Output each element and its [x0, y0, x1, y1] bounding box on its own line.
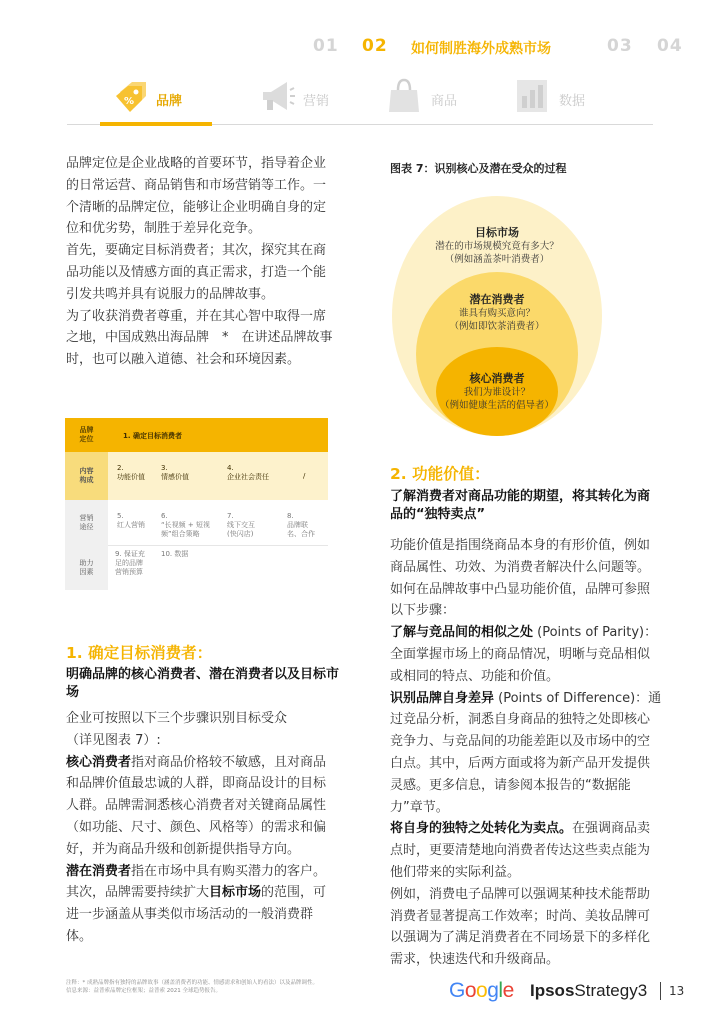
label-core-consumer — [397, 372, 597, 412]
body-line — [390, 688, 680, 710]
body-line: 灵感。更多信息，请参阅本报告的“数据能 — [390, 777, 631, 793]
label-potential-consumer — [397, 293, 597, 333]
svg-text:%: % — [124, 96, 135, 107]
body-line — [66, 752, 351, 774]
label-line: 谁具有购买意向？ — [458, 308, 535, 319]
body-line: 点时，更要清楚地向消费者传达这些卖点能为 — [390, 843, 651, 859]
google-logo: Google — [449, 979, 514, 1002]
body-line: 例如，消费电子品牌可以强调某种技术能帮助 — [390, 886, 651, 902]
strategy3-wordmark: Strategy3 — [574, 981, 648, 1000]
term-core-consumer: 核心消费者 — [66, 754, 132, 770]
section-nav — [0, 36, 710, 60]
body-line: 以下步骤： — [390, 603, 456, 619]
footnote — [66, 979, 318, 995]
table-cell: 1. 确定目标消费者 — [123, 432, 182, 440]
term-selling-points: 将自身的独特之处转化为卖点。 — [390, 821, 573, 837]
data-chart-icon — [513, 76, 553, 116]
body-line: 商品属性、功效、为消费者解决什么问题等。 — [390, 559, 651, 575]
label-line: 潜在的市场规模究竟有多大？ — [435, 241, 559, 252]
body-line: 企业可按照以下三个步骤识别目标受众 — [66, 711, 288, 726]
table-row-header: 营销 途径 — [65, 500, 108, 546]
page-number-divider — [660, 982, 661, 1000]
intro-line: 位和优劣势，制胜于差异化竞争。 — [66, 221, 262, 237]
table-cell: 8. 品牌联 名、合作 — [287, 512, 315, 538]
body-line: 过竞品分析，洞悉自身商品的独特之处即核心 — [390, 712, 651, 728]
body-line-rest: (Points of Parity)： — [533, 625, 658, 641]
section-number-04[interactable]: 04 — [657, 36, 683, 56]
footnote-line: 注释：* 成熟品牌指有独特的品牌故事（涵盖消费者的功能、情感需求和创始人的看法）以及品牌调性。 — [66, 980, 319, 986]
body-line — [66, 882, 351, 904]
body-line: 全面掌握市场上的商品情况，明晰与竞品相似 — [390, 646, 651, 662]
intro-line: 首先，要确定目标消费者；其次，探究其在商 — [66, 243, 327, 259]
body-line: 他们带来的实际利益。 — [390, 864, 521, 880]
table-cell: 4. 企业社会责任 — [227, 464, 269, 481]
body-line: （如功能、尺寸、颜色、风格等）的需求和偏 — [66, 819, 327, 835]
ipsos-wordmark: Ipsos — [530, 981, 575, 1000]
label-line: （例如健康生活的倡导者） — [439, 400, 554, 411]
section2-body — [390, 535, 680, 971]
section-number-02[interactable]: 02 — [362, 36, 388, 56]
section-number-03[interactable]: 03 — [607, 36, 633, 56]
tab-brand-label: 品牌 — [156, 94, 183, 109]
table-row-header: 品牌 定位 — [65, 418, 108, 452]
table-cell: 5. 红人营销 — [117, 512, 145, 529]
intro-paragraph — [66, 153, 346, 371]
table-cell: 9. 保证充 足的品牌 营销预算 — [115, 550, 145, 576]
section-title: 如何制胜海外成熟市场 — [411, 41, 551, 57]
body-line: 白点。其中，后两方面或将为新产品开发提供 — [390, 755, 651, 771]
body-line: 力”章节。 — [390, 799, 449, 815]
term-potential-consumer: 潜在消费者 — [66, 863, 132, 879]
topic-tabs — [0, 76, 710, 126]
section1-heading: 1. 确定目标消费者： — [66, 644, 213, 662]
section2-heading: 2. 功能价值： — [390, 465, 490, 483]
section1-subheading: 明确品牌的核心消费者、潜在消费者以及目标市场 — [66, 667, 340, 700]
body-line-start: 其次，品牌需要持续扩大 — [66, 885, 210, 901]
active-tab-indicator — [100, 122, 212, 126]
body-line — [66, 861, 351, 883]
table-row-header: 内容 构成 — [65, 452, 108, 500]
body-line-rest: 的范围，可 — [261, 885, 327, 901]
intro-line: 品功能以及情感方面的真正需求，打造一个能 — [66, 264, 327, 280]
body-line: 进一步涵盖从事类似市场活动的一般消费群 — [66, 907, 314, 923]
table-cell: / — [303, 472, 306, 480]
body-line-rest: 在强调商品卖 — [572, 821, 651, 837]
label-target-market — [397, 226, 597, 266]
body-line-rest: 指在市场中具有购买潜力的客户。 — [131, 863, 327, 879]
body-line — [390, 818, 680, 840]
footnote-line: 信息来源：益普索品牌定位框架；益普索 2021 全球趋势报告。 — [66, 988, 221, 994]
body-line-rest: (Points of Difference)：通 — [494, 690, 662, 706]
table-row-header: 助力 因素 — [65, 546, 108, 590]
body-line: 竞争力、与竞品间的功能差距以及市场中的空 — [390, 734, 651, 750]
body-line: 或相同的特点、功能和价值。 — [390, 668, 560, 684]
term-points-of-parity: 了解与竞品间的相似之处 — [390, 625, 534, 641]
tab-marketing-label: 营销 — [303, 94, 330, 109]
price-tag-icon — [112, 76, 152, 116]
intro-line: 时，也可以融入道德、社会和环境因素。 — [66, 352, 301, 368]
section1-body — [66, 708, 351, 948]
body-line: 以强调为了满足消费者在不同场景下的多样化 — [390, 930, 651, 946]
body-line: 人群。品牌需洞悉核心消费者对关键商品属性 — [66, 798, 327, 814]
body-line: 和品牌价值最忠诚的人群，即商品设计的目标 — [66, 776, 327, 792]
body-line: （详见图表 7）: — [66, 732, 161, 748]
figure-title: 图表 7：识别核心及潜在受众的过程 — [390, 162, 567, 175]
intro-line: 引发共鸣并具有说服力的品牌故事。 — [66, 286, 275, 302]
label-line: （例如涵盖茶叶消费者） — [444, 254, 550, 265]
table-cell: 6. “长视频 + 短视 频”组合策略 — [161, 512, 210, 538]
term-target-market: 目标市场 — [209, 885, 262, 901]
tab-data-label: 数据 — [559, 94, 586, 109]
intro-line: 之地，中国成熟出海品牌 * 在讲述品牌故事 — [66, 330, 333, 346]
tab-product-label: 商品 — [431, 94, 458, 109]
term-points-of-difference: 识别品牌自身差异 — [390, 690, 495, 706]
body-line: 功能价值是指围绕商品本身的有形价值，例如 — [390, 538, 651, 553]
label-title: 核心消费者 — [469, 372, 525, 385]
body-line-rest: 指对商品价格较不敏感，且对商品 — [131, 754, 327, 770]
label-line: （例如即饮茶消费者） — [449, 321, 545, 332]
ipsos-strategy3-logo — [530, 981, 647, 1001]
label-line: 我们为谁设计？ — [463, 387, 531, 398]
body-line — [390, 622, 680, 644]
body-line: 需求，快速迭代和升级商品。 — [390, 952, 560, 968]
section2-subheading: 了解消费者对商品功能的期望，将其转化为商品的“独特卖点” — [390, 489, 651, 522]
intro-line: 个清晰的品牌定位，能够让企业明确自身的定 — [66, 199, 327, 215]
table-cell: 2. 功能价值 — [117, 464, 145, 481]
table-cell: 10. 数据 — [161, 550, 189, 558]
body-line: 消费者显著提高工作效率；时尚、美妆品牌可 — [390, 908, 651, 924]
section-number-01[interactable]: 01 — [313, 36, 339, 56]
brand-framework-table — [65, 418, 328, 608]
body-line: 好，并为商品升级和创新提供指导方向。 — [66, 841, 301, 857]
body-line: 如何在品牌故事中凸显功能价值，品牌可参照 — [390, 581, 651, 597]
table-cell: 7. 线下交互 (快闪店) — [227, 512, 255, 538]
label-title: 潜在消费者 — [469, 293, 525, 306]
label-title: 目标市场 — [475, 226, 519, 239]
table-cell: 3. 情感价值 — [161, 464, 189, 481]
intro-line: 品牌定位是企业战略的首要环节，指导着企业 — [66, 156, 327, 171]
intro-line: 的日常运营、商品销售和市场营销等工作。一 — [66, 177, 327, 193]
body-line: 体。 — [66, 928, 93, 944]
shopping-bag-icon — [385, 76, 425, 116]
megaphone-icon — [257, 76, 297, 116]
page-number: 13 — [669, 984, 685, 998]
intro-line: 为了收获消费者尊重，并在其心智中取得一席 — [66, 308, 327, 324]
